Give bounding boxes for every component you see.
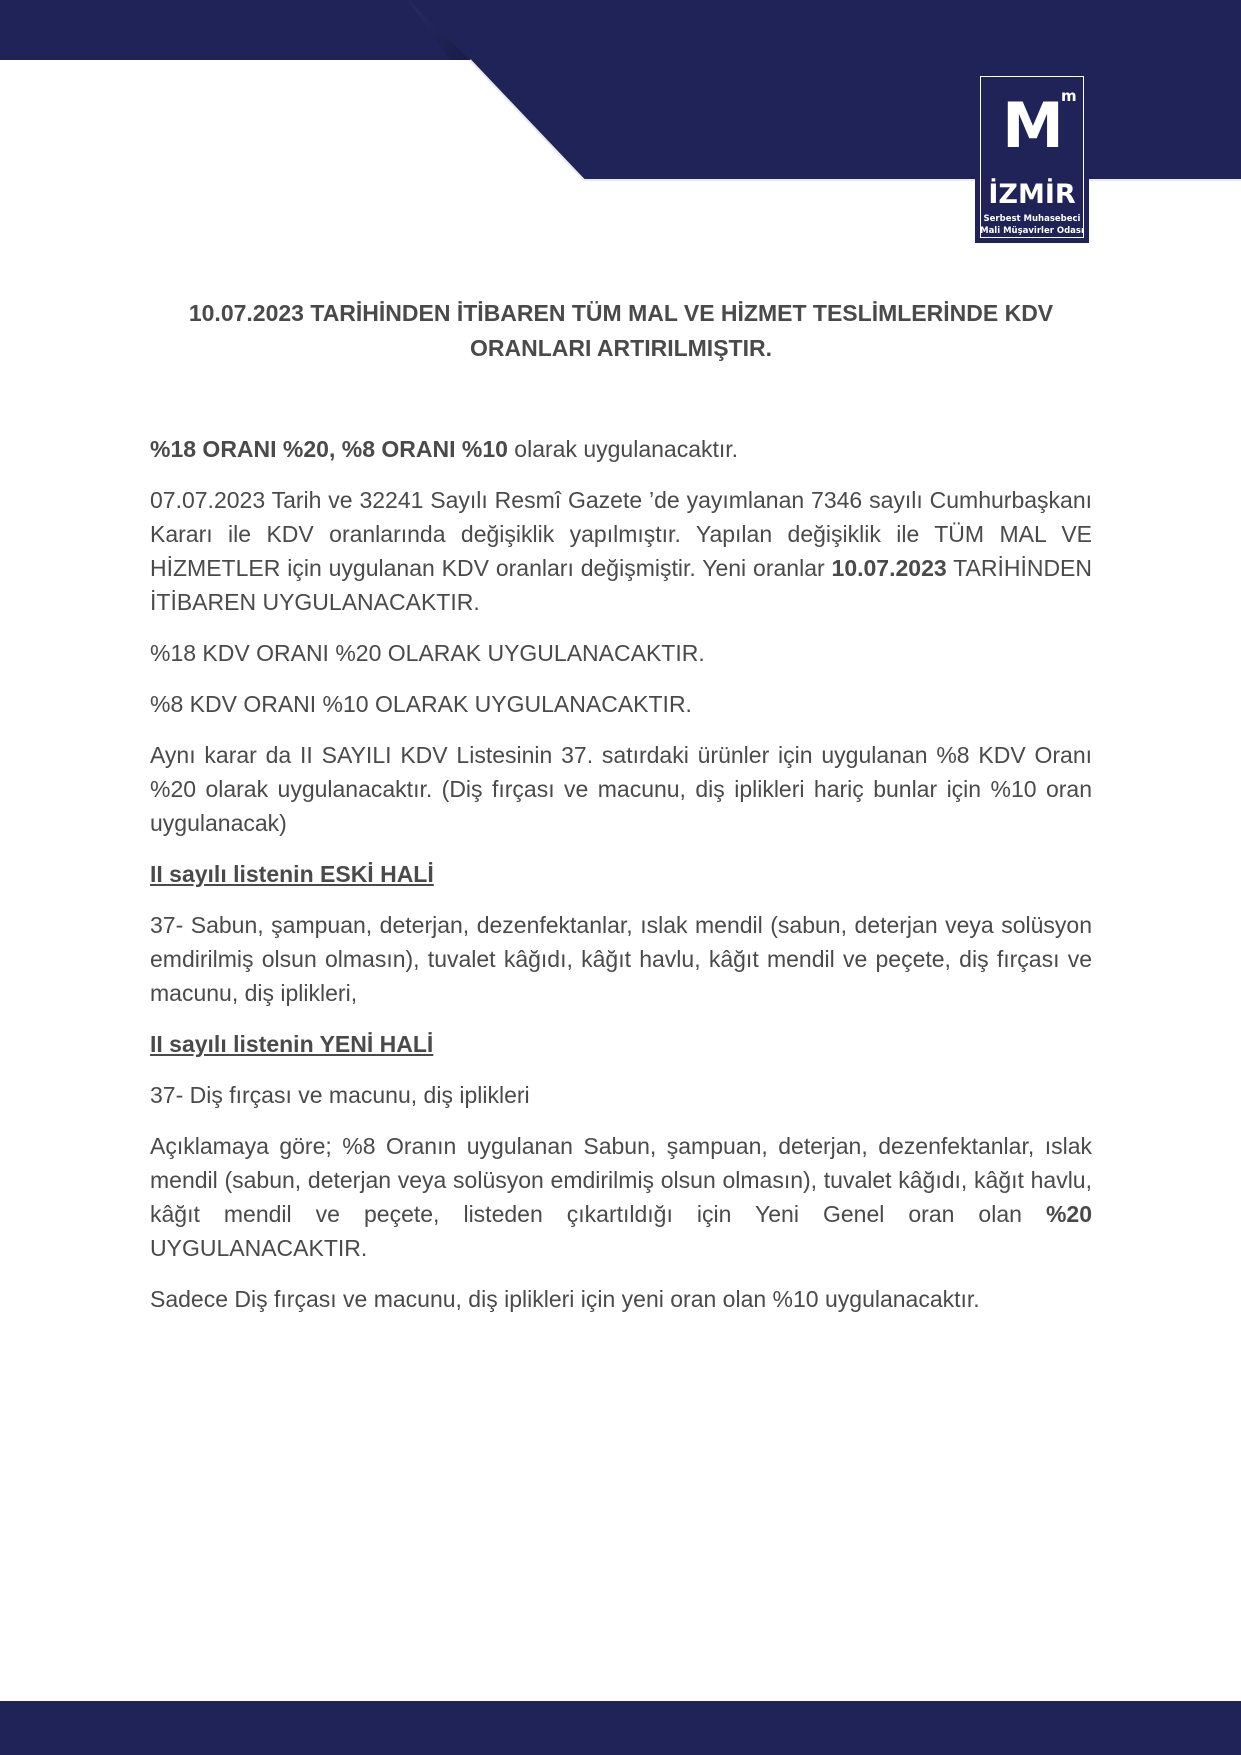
- logo-subtitle-line1: Serbest Muhasebeci: [983, 214, 1081, 224]
- footer-band: [0, 1701, 1241, 1755]
- logo-city: İZMİR: [988, 179, 1076, 210]
- explanation-text-b: UYGULANACAKTIR.: [150, 1235, 368, 1261]
- rate-summary-bold: %18 ORANI %20, %8 ORANI %10: [150, 436, 508, 462]
- old-list-paragraph: 37- Sabun, şampuan, deterjan, dezenfektanlar, ıslak mendil (sabun, deterjan veya solüsyon emdirilmiş olsun olmasın), tuvalet kâğıdı, kâğıt havlu, kâğıt mendil ve peçete, diş fırçası ve macunu, diş iplikleri,: [150, 912, 1092, 1006]
- explanation-paragraph: [150, 1129, 1092, 1265]
- list-ii-paragraph: Aynı karar da II SAYILI KDV Listesinin 37. satırdaki ürünler için uygulanan %8 KDV Oranı %20 olarak uygulanacaktır. (Diş fırçası ve macunu, diş iplikleri hariç bunlar için %10 oran uygulanacak): [150, 742, 1092, 836]
- explanation-text-a: Açıklamaya göre; %8 Oranın uygulanan Sabun, şampuan, deterjan, dezenfektanlar, ıslak mendil (sabun, deterjan veya solüsyon emdirilmiş olsun olmasın), tuvalet kâğıdı, kâğıt havlu, kâğıt mendil ve peçete, listeden çıkartıldığı için Yeni Genel oran olan: [150, 1133, 1092, 1227]
- logo-subtitle-line2: Mali Müşavirler Odası: [980, 226, 1084, 236]
- closing-paragraph: Sadece Diş fırçası ve macunu, diş iplikleri için yeni oran olan %10 uygulanacaktır.: [150, 1286, 980, 1312]
- logo-mark: M: [1002, 89, 1062, 162]
- rate-summary-paragraph: [150, 432, 1092, 466]
- gazette-text-a: 07.07.2023 Tarih ve 32241 Sayılı Resmî Gazete ’de yayımlanan 7346 sayılı Cumhurbaşkanı Kararı ile KDV oranlarında değişiklik yapılmıştır. Yapılan değişiklik ile TÜM MAL VE HİZMETLER için uygulanan KDV oranları değişmiştir. Yeni oranlar: [150, 487, 1092, 581]
- document-title: 10.07.2023 TARİHİNDEN İTİBAREN TÜM MAL VE HİZMET TESLİMLERİNDE KDV ORANLARI ARTIRILMIŞTIR.: [188, 300, 1054, 361]
- effective-date: 10.07.2023: [831, 555, 947, 581]
- chamber-logo: [975, 71, 1089, 243]
- explanation-rate-bold: %20: [1045, 1201, 1092, 1227]
- document-body: [150, 432, 1092, 1333]
- logo-mark-sup: m: [1061, 87, 1077, 105]
- rate-18-line: %18 KDV ORANI %20 OLARAK UYGULANACAKTIR.: [150, 640, 705, 666]
- gazette-text-b: TARİHİNDEN İTİBAREN UYGULANACAKTIR.: [150, 555, 1092, 615]
- rate-8-line: %8 KDV ORANI %10 OLARAK UYGULANACAKTIR.: [150, 691, 692, 717]
- new-list-paragraph: 37- Diş fırçası ve macunu, diş iplikleri: [150, 1082, 530, 1108]
- new-list-heading: II sayılı listenin YENİ HALİ: [150, 1031, 434, 1057]
- rate-summary-text: olarak uygulanacaktır.: [507, 436, 739, 462]
- gazette-paragraph: [150, 483, 1092, 619]
- old-list-heading: II sayılı listenin ESKİ HALİ: [150, 861, 434, 887]
